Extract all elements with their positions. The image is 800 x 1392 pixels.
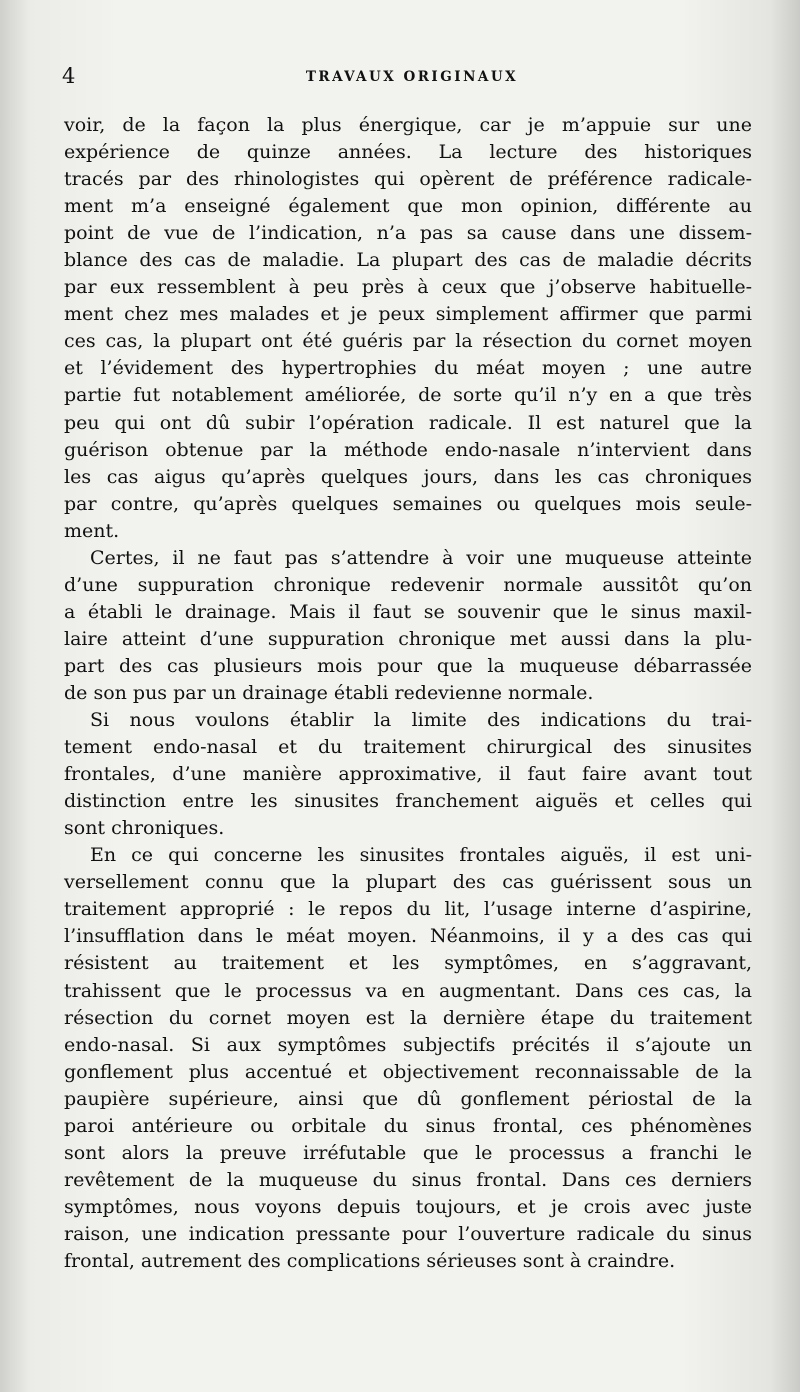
text-line: Si nous voulons établir la limite des indications du trai- (90, 709, 752, 732)
text-line: paroi antérieure ou orbitale du sinus frontal, ces phénomènes (64, 1114, 752, 1137)
text-line: l’insufflation dans le méat moyen. Néanmoins, il y a des cas qui (64, 925, 752, 948)
text-line: ment. (64, 519, 120, 542)
page-number: 4 (62, 64, 76, 88)
text-line: partie fut notablement améliorée, de sorte qu’il n’y en a que très (64, 384, 752, 407)
text-line: par eux ressemblent à peu près à ceux que j’observe habituelle- (64, 276, 752, 299)
text-line: d’une suppuration chronique redevenir normale aussitôt qu’on (64, 573, 752, 596)
text-line: ment m’a enseigné également que mon opinion, différente au (64, 195, 752, 218)
text-line: symptômes, nous voyons depuis toujours, et je crois avec juste (64, 1195, 752, 1218)
text-line: ces cas, la plupart ont été guéris par la résection du cornet moyen (64, 330, 752, 353)
text-line: versellement connu que la plupart des cas guérissent sous un (64, 871, 752, 894)
text-line: peu qui ont dû subir l’opération radicale. Il est naturel que la (64, 411, 752, 434)
text-line: tracés par des rhinologistes qui opèrent de préférence radicale- (64, 168, 752, 191)
text-line: sont chroniques. (64, 817, 225, 840)
text-line: En ce qui concerne les sinusites frontales aiguës, il est uni- (90, 844, 752, 867)
text-line: expérience de quinze années. La lecture des historiques (64, 141, 752, 164)
body-text (64, 112, 752, 1275)
text-line: par contre, qu’après quelques semaines ou quelques mois seule- (64, 492, 752, 515)
text-line: voir, de la façon la plus énergique, car je m’appuie sur une (64, 114, 752, 136)
text-line: paupière supérieure, ainsi que dû gonflement périostal de la (64, 1087, 752, 1110)
text-line: a établi le drainage. Mais il faut se souvenir que le sinus maxil- (64, 600, 752, 623)
text-line: de son pus par un drainage établi redevienne normale. (64, 681, 594, 704)
text-line: raison, une indication pressante pour l’ouverture radicale du sinus (64, 1222, 752, 1245)
text-line: blance des cas de maladie. La plupart des cas de maladie décrits (64, 249, 752, 272)
running-title: TRAVAUX ORIGINAUX (305, 69, 519, 85)
text-line: part des cas plusieurs mois pour que la muqueuse débarrassée (64, 654, 752, 677)
page-header (62, 64, 762, 90)
text-line: et l’évidement des hypertrophies du méat moyen ; une autre (64, 357, 752, 380)
text-line: frontal, autrement des complications sérieuses sont à craindre. (64, 1249, 676, 1272)
text-line: gonflement plus accentué et objectivement reconnaissable de la (64, 1060, 752, 1083)
text-line: distinction entre les sinusites franchement aiguës et celles qui (64, 790, 752, 813)
text-line: tement endo-nasal et du traitement chirurgical des sinusites (64, 736, 752, 759)
text-line: les cas aigus qu’après quelques jours, dans les cas chroniques (64, 465, 752, 488)
text-line: Certes, il ne faut pas s’attendre à voir une muqueuse atteinte (90, 546, 752, 569)
text-line: guérison obtenue par la méthode endo-nasale n’intervient dans (64, 438, 752, 461)
text-line: endo-nasal. Si aux symptômes subjectifs précités il s’ajoute un (64, 1033, 752, 1056)
text-line: sont alors la preuve irréfutable que le processus a franchi le (64, 1141, 752, 1164)
text-line: laire atteint d’une suppuration chronique met aussi dans la plu- (64, 627, 752, 650)
text-line: traitement approprié : le repos du lit, l’usage interne d’aspirine, (64, 898, 752, 921)
text-line: résistent au traitement et les symptômes, en s’aggravant, (64, 952, 752, 975)
text-line: trahissent que le processus va en augmentant. Dans ces cas, la (64, 979, 752, 1002)
text-line: ment chez mes malades et je peux simplement affirmer que parmi (64, 303, 752, 326)
text-line: frontales, d’une manière approximative, il faut faire avant tout (64, 763, 752, 786)
text-line: revêtement de la muqueuse du sinus frontal. Dans ces derniers (64, 1168, 752, 1191)
text-line: point de vue de l’indication, n’a pas sa cause dans une dissem- (64, 222, 752, 245)
text-line: résection du cornet moyen est la dernière étape du traitement (64, 1006, 752, 1029)
